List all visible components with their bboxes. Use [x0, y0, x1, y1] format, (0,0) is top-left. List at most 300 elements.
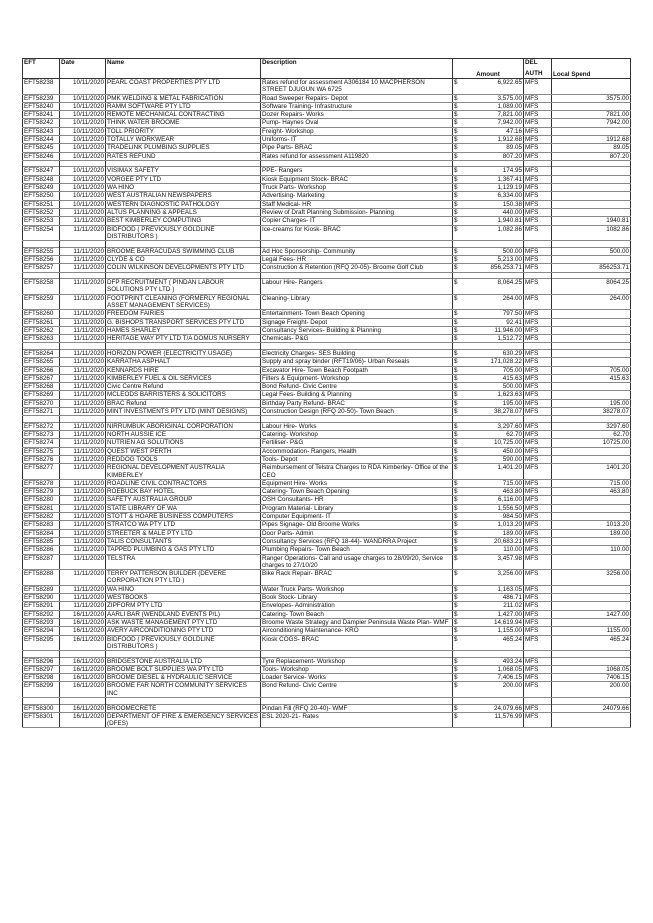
amount-wrap	[454, 666, 522, 673]
cell-amount	[453, 682, 524, 698]
cell-name: WESTERN DIAGNOSTIC PATHOLOGY	[106, 200, 261, 208]
cell-date: 11/11/2020	[60, 399, 106, 407]
cell-auth: MFS	[524, 144, 552, 152]
cell-name: FOOTPRINT CLEANING (FORMERLY REGIONAL ASSET MANAGEMENT SERVICES)	[106, 294, 261, 310]
amount-value: 1,089.00	[497, 102, 522, 110]
table-row	[23, 594, 631, 602]
amount-wrap	[454, 256, 522, 263]
cell-amount	[453, 175, 524, 183]
cell-local-spend	[552, 175, 631, 183]
cell-name: ZIPFORM PTY LTD	[106, 602, 261, 610]
amount-wrap	[454, 431, 522, 438]
cell-name: PEARL COAST PROPERTIES PTY LTD	[106, 79, 261, 95]
cell-amount	[453, 407, 524, 415]
cell-date: 11/11/2020	[60, 504, 106, 512]
cell-description: Fertiliser- P&G	[261, 439, 453, 447]
cell-eft: EFT58250	[23, 192, 60, 200]
amount-value: 171,028.22	[490, 358, 522, 366]
currency-symbol: $	[454, 635, 458, 643]
cell-description: Broome Waste Strategy and Dampier Peninsula Waste Plan- WMF	[261, 618, 453, 626]
amount-value: 11,946.00	[494, 326, 522, 334]
amount-value: 7,821.00	[497, 111, 522, 119]
cell-eft: EFT58268	[23, 383, 60, 391]
amount-wrap	[454, 496, 522, 503]
cell-local-spend: 1068.05	[552, 665, 631, 673]
cell-local-spend	[552, 504, 631, 512]
amount-wrap	[454, 391, 522, 398]
cell-amount	[453, 585, 524, 593]
amount-wrap	[454, 136, 522, 143]
cell-description: Truck Parts- Workshop	[261, 184, 453, 192]
cell-local-spend	[552, 447, 631, 455]
cell-date: 10/11/2020	[60, 119, 106, 127]
cell-local-spend: 856253.71	[552, 264, 631, 272]
amount-value: 174.95	[502, 167, 522, 175]
amount-wrap	[454, 95, 522, 102]
table-row	[23, 537, 631, 545]
cell-name: FREEDOM FAIRIES	[106, 310, 261, 318]
currency-symbol: $	[454, 225, 458, 233]
amount-wrap	[454, 209, 522, 216]
payments-listing	[22, 58, 630, 728]
cell-name: RAMM SOFTWARE PTY LTD	[106, 102, 261, 110]
cell-name: TOLL PRIORITY	[106, 127, 261, 135]
amount-wrap	[454, 167, 522, 174]
amount-value: 415.63	[502, 374, 522, 382]
cell-eft: EFT58271	[23, 407, 60, 415]
cell-amount	[453, 318, 524, 326]
cell-local-spend	[552, 335, 631, 343]
cell-name: TOTALLY WORKWEAR	[106, 136, 261, 144]
cell-local-spend	[552, 349, 631, 357]
cell-eft: EFT58283	[23, 521, 60, 529]
cell-eft: EFT58248	[23, 175, 60, 183]
cell-eft: EFT58301	[23, 712, 60, 728]
cell-auth: MFS	[524, 318, 552, 326]
cell-date: 11/11/2020	[60, 422, 106, 430]
cell-auth: MFS	[524, 136, 552, 144]
cell-local-spend: 415.63	[552, 374, 631, 382]
table-row	[23, 464, 631, 480]
amount-wrap	[454, 530, 522, 537]
cell-auth: MFS	[524, 546, 552, 554]
cell-auth: MFS	[524, 570, 552, 586]
cell-auth: MFS	[524, 585, 552, 593]
cell-date: 11/11/2020	[60, 455, 106, 463]
table-row	[23, 488, 631, 496]
currency-symbol: $	[454, 496, 458, 504]
cell-auth: MFS	[524, 674, 552, 682]
cell-name: SAFETY AUSTRALIA GROUP	[106, 496, 261, 504]
table-row	[23, 247, 631, 255]
currency-symbol: $	[454, 610, 458, 618]
cell-local-spend: 62.70	[552, 431, 631, 439]
cell-eft: EFT58284	[23, 529, 60, 537]
cell-eft: EFT58295	[23, 635, 60, 651]
cell-local-spend: 500.00	[552, 247, 631, 255]
amount-wrap	[454, 636, 522, 643]
table-row	[23, 627, 631, 635]
cell-amount	[453, 521, 524, 529]
cell-date: 11/11/2020	[60, 407, 106, 415]
amount-value: 1,512.72	[497, 335, 522, 343]
cell-amount	[453, 665, 524, 673]
amount-wrap	[454, 350, 522, 357]
amount-value: 1,082.86	[497, 225, 522, 233]
table-row	[23, 682, 631, 698]
cell-auth: MFS	[524, 504, 552, 512]
table-row	[23, 657, 631, 665]
cell-eft: EFT58247	[23, 167, 60, 175]
cell-name: KIMBERLEY FUEL & OIL SERVICES	[106, 374, 261, 382]
currency-symbol: $	[454, 585, 458, 593]
header-eft: EFT	[23, 59, 60, 79]
cell-name: TELSTRA	[106, 554, 261, 570]
cell-auth: MFS	[524, 712, 552, 728]
cell-date: 11/11/2020	[60, 310, 106, 318]
currency-symbol: $	[454, 294, 458, 302]
header-del: DEL	[525, 59, 538, 66]
cell-amount	[453, 422, 524, 430]
table-row	[23, 79, 631, 95]
currency-symbol: $	[454, 208, 458, 216]
table-row	[23, 192, 631, 200]
currency-symbol: $	[454, 349, 458, 357]
cell-description: Tools- Depot	[261, 455, 453, 463]
cell-auth: MFS	[524, 529, 552, 537]
amount-wrap	[454, 111, 522, 118]
currency-symbol: $	[454, 455, 458, 463]
cell-date: 10/11/2020	[60, 79, 106, 95]
cell-amount	[453, 294, 524, 310]
table-row	[23, 358, 631, 366]
cell-name: BROOME FAR NORTH COMMUNITY SERVICES INC	[106, 682, 261, 698]
cell-auth: MFS	[524, 119, 552, 127]
cell-eft: EFT58252	[23, 208, 60, 216]
amount-value: 3,575.00	[497, 94, 522, 102]
cell-date: 10/11/2020	[60, 184, 106, 192]
cell-description: Electricity Charges- SES Building	[261, 349, 453, 357]
cell-name: NIRRUMBUK ABORIGINAL CORPORATION	[106, 422, 261, 430]
amount-wrap	[454, 521, 522, 528]
cell-eft: EFT58251	[23, 200, 60, 208]
cell-local-spend	[552, 383, 631, 391]
amount-value: 3,297.60	[497, 422, 522, 430]
cell-local-spend: 8064.25	[552, 279, 631, 295]
amount-value: 92.41	[506, 318, 522, 326]
cell-amount	[453, 657, 524, 665]
cell-eft: EFT58270	[23, 399, 60, 407]
amount-value: 493.24	[502, 657, 522, 665]
cell-date: 16/11/2020	[60, 704, 106, 712]
header-description: Description	[261, 59, 453, 79]
cell-description: Ice-creams for Kiosk- BRAC	[261, 225, 453, 241]
cell-eft: EFT58257	[23, 264, 60, 272]
currency-symbol: $	[454, 431, 458, 439]
cell-amount	[453, 513, 524, 521]
amount-wrap	[454, 217, 522, 224]
cell-auth: MFS	[524, 464, 552, 480]
cell-description: Envelopes- Administration	[261, 602, 453, 610]
payments-table	[22, 58, 631, 728]
cell-description: Catering- Town Beach Opening	[261, 488, 453, 496]
cell-eft: EFT58262	[23, 326, 60, 334]
cell-auth: MFS	[524, 326, 552, 334]
cell-local-spend: 1912.68	[552, 136, 631, 144]
amount-value: 110.00	[503, 546, 522, 554]
cell-amount	[453, 496, 524, 504]
cell-description: Pump- Haynes Oval	[261, 119, 453, 127]
cell-auth: MFS	[524, 294, 552, 310]
table-body	[23, 79, 631, 728]
cell-auth: MFS	[524, 225, 552, 241]
cell-auth: MFS	[524, 521, 552, 529]
amount-value: 715.00	[502, 479, 522, 487]
cell-name: DEPARTMENT OF FIRE & EMERGENCY SERVICES (DFES)	[106, 712, 261, 728]
table-row	[23, 504, 631, 512]
cell-description: Advertising- Marketing	[261, 192, 453, 200]
amount-value: 1,129.19	[497, 184, 522, 192]
cell-local-spend: 705.00	[552, 366, 631, 374]
currency-symbol: $	[454, 335, 458, 343]
cell-amount	[453, 537, 524, 545]
cell-description: Legal Fees- HR	[261, 255, 453, 263]
amount-wrap	[454, 400, 522, 407]
amount-value: 486.71	[502, 594, 522, 602]
cell-date: 11/11/2020	[60, 447, 106, 455]
cell-local-spend: 1427.00	[552, 610, 631, 618]
cell-eft: EFT58253	[23, 217, 60, 225]
table-row	[23, 439, 631, 447]
table-row	[23, 479, 631, 487]
cell-amount	[453, 279, 524, 295]
currency-symbol: $	[454, 464, 458, 472]
cell-eft: EFT58245	[23, 144, 60, 152]
cell-description: Entertainment- Town Beach Opening	[261, 310, 453, 318]
cell-local-spend	[552, 127, 631, 135]
cell-auth: MFS	[524, 383, 552, 391]
cell-amount	[453, 504, 524, 512]
cell-date: 10/11/2020	[60, 200, 106, 208]
table-row	[23, 618, 631, 626]
cell-description: Labour Hire- Rangers	[261, 279, 453, 295]
cell-description: Supply and spray binder (RFT19/06)- Urban Reseals	[261, 358, 453, 366]
cell-auth: MFS	[524, 602, 552, 610]
table-row	[23, 455, 631, 463]
cell-description: Tyre Replacement- Workshop	[261, 657, 453, 665]
cell-description: Software Training- Infrastructure	[261, 102, 453, 110]
cell-local-spend: 7821.00	[552, 111, 631, 119]
cell-date: 11/11/2020	[60, 349, 106, 357]
amount-wrap	[454, 153, 522, 160]
cell-amount	[453, 167, 524, 175]
cell-date: 11/11/2020	[60, 391, 106, 399]
cell-name: VORGEE PTY LTD	[106, 175, 261, 183]
amount-wrap	[454, 295, 522, 302]
cell-eft: EFT58242	[23, 119, 60, 127]
cell-name: QUEST WEST PERTH	[106, 447, 261, 455]
cell-auth: MFS	[524, 358, 552, 366]
cell-auth: MFS	[524, 111, 552, 119]
cell-amount	[453, 488, 524, 496]
cell-name: HORIZON POWER (ELECTRICITY USAGE)	[106, 349, 261, 357]
cell-amount	[453, 255, 524, 263]
cell-local-spend: 1155.00	[552, 627, 631, 635]
currency-symbol: $	[454, 279, 458, 287]
cell-amount	[453, 712, 524, 728]
cell-date: 11/11/2020	[60, 488, 106, 496]
header-local-spend: Local Spend	[552, 59, 631, 79]
currency-symbol: $	[454, 422, 458, 430]
cell-description: Door Parts- Admin	[261, 529, 453, 537]
cell-auth: MFS	[524, 665, 552, 673]
cell-amount	[453, 602, 524, 610]
cell-local-spend	[552, 358, 631, 366]
cell-amount	[453, 102, 524, 110]
table-row	[23, 602, 631, 610]
table-row	[23, 513, 631, 521]
cell-auth: MFS	[524, 127, 552, 135]
cell-name: RATES REFUND	[106, 152, 261, 160]
cell-date: 16/11/2020	[60, 627, 106, 635]
amount-wrap	[454, 367, 522, 374]
amount-value: 14,619.94	[493, 618, 522, 626]
amount-value: 10,725.00	[493, 439, 522, 447]
cell-description: Loader Service- Works	[261, 674, 453, 682]
amount-value: 1,401.20	[497, 464, 522, 472]
cell-amount	[453, 94, 524, 102]
cell-eft: EFT58267	[23, 374, 60, 382]
cell-auth: MFS	[524, 439, 552, 447]
currency-symbol: $	[454, 184, 458, 192]
cell-local-spend: 24079.66	[552, 704, 631, 712]
cell-auth: MFS	[524, 167, 552, 175]
cell-local-spend	[552, 255, 631, 263]
cell-auth: MFS	[524, 391, 552, 399]
amount-value: 440.00	[502, 208, 522, 216]
amount-value: 1,427.00	[497, 610, 522, 618]
amount-value: 6,334.00	[497, 192, 522, 200]
cell-local-spend: 1013.20	[552, 521, 631, 529]
cell-amount	[453, 618, 524, 626]
cell-eft: EFT58276	[23, 455, 60, 463]
currency-symbol: $	[454, 264, 458, 272]
table-row	[23, 335, 631, 343]
table-row	[23, 407, 631, 415]
cell-auth: MFS	[524, 682, 552, 698]
amount-wrap	[454, 264, 522, 271]
table-row	[23, 712, 631, 728]
table-row	[23, 521, 631, 529]
cell-date: 11/11/2020	[60, 521, 106, 529]
amount-wrap	[454, 144, 522, 151]
cell-amount	[453, 136, 524, 144]
cell-date: 11/11/2020	[60, 570, 106, 586]
cell-description: Equipment Hire- Works	[261, 479, 453, 487]
cell-auth: MFS	[524, 407, 552, 415]
cell-name: COLIN WILKINSON DEVELOPMENTS PTY LTD	[106, 264, 261, 272]
cell-description: Plumbing Repairs- Town Beach	[261, 546, 453, 554]
cell-auth: MFS	[524, 102, 552, 110]
cell-auth: MFS	[524, 374, 552, 382]
cell-local-spend: 1401.20	[552, 464, 631, 480]
cell-date: 11/11/2020	[60, 217, 106, 225]
cell-local-spend: 7942.00	[552, 119, 631, 127]
cell-local-spend	[552, 618, 631, 626]
cell-local-spend: 264.00	[552, 294, 631, 310]
cell-eft: EFT58264	[23, 349, 60, 357]
cell-eft: EFT58293	[23, 618, 60, 626]
amount-wrap	[454, 713, 522, 720]
cell-date: 11/11/2020	[60, 594, 106, 602]
amount-wrap	[454, 611, 522, 618]
cell-amount	[453, 200, 524, 208]
cell-amount	[453, 399, 524, 407]
amount-value: 463.80	[502, 488, 522, 496]
currency-symbol: $	[454, 554, 458, 562]
cell-date: 11/11/2020	[60, 554, 106, 570]
cell-description: Uniforms- IT	[261, 136, 453, 144]
cell-name: NORTH AUSSIE ICE	[106, 431, 261, 439]
cell-name: CLYDE & CO	[106, 255, 261, 263]
cell-local-spend	[552, 513, 631, 521]
cell-date: 16/11/2020	[60, 618, 106, 626]
header-date: Date	[60, 59, 106, 79]
cell-auth: MFS	[524, 208, 552, 216]
cell-eft: EFT58277	[23, 464, 60, 480]
table-row	[23, 399, 631, 407]
currency-symbol: $	[454, 479, 458, 487]
cell-date: 11/11/2020	[60, 529, 106, 537]
cell-eft: EFT58263	[23, 335, 60, 343]
cell-auth: MFS	[524, 366, 552, 374]
cell-local-spend	[552, 594, 631, 602]
cell-eft: EFT58272	[23, 422, 60, 430]
cell-eft: EFT58292	[23, 610, 60, 618]
cell-description: Ranger Operations- Call and usage charges to 28/09/20, Service charges to 27/10/20	[261, 554, 453, 570]
cell-local-spend	[552, 391, 631, 399]
amount-wrap	[454, 103, 522, 110]
cell-date: 11/11/2020	[60, 464, 106, 480]
amount-wrap	[454, 513, 522, 520]
table-row	[23, 111, 631, 119]
cell-eft: EFT58249	[23, 184, 60, 192]
cell-date: 11/11/2020	[60, 208, 106, 216]
cell-name: NUTRIEN AG SOLUTIONS	[106, 439, 261, 447]
cell-name: STOTT & HOARE BUSINESS COMPUTERS	[106, 513, 261, 521]
cell-description: Bond Refund- Civic Centre	[261, 682, 453, 698]
cell-name: MCLEODS BARRISTERS & SOLICITORS	[106, 391, 261, 399]
cell-amount	[453, 366, 524, 374]
cell-date: 10/11/2020	[60, 152, 106, 160]
cell-local-spend: 807.20	[552, 152, 631, 160]
amount-wrap	[454, 464, 522, 471]
cell-name: ALTUS PLANNING & APPEALS	[106, 208, 261, 216]
cell-amount	[453, 529, 524, 537]
amount-value: 1,556.50	[497, 504, 522, 512]
amount-wrap	[454, 658, 522, 665]
table-row	[23, 127, 631, 135]
table-row	[23, 102, 631, 110]
cell-date: 10/11/2020	[60, 102, 106, 110]
cell-name: WEST AUSTRALIAN NEWSPAPERS	[106, 192, 261, 200]
table-row	[23, 119, 631, 127]
cell-eft: EFT58289	[23, 585, 60, 593]
table-row	[23, 326, 631, 334]
cell-date: 11/11/2020	[60, 383, 106, 391]
cell-local-spend	[552, 602, 631, 610]
amount-wrap	[454, 335, 522, 342]
